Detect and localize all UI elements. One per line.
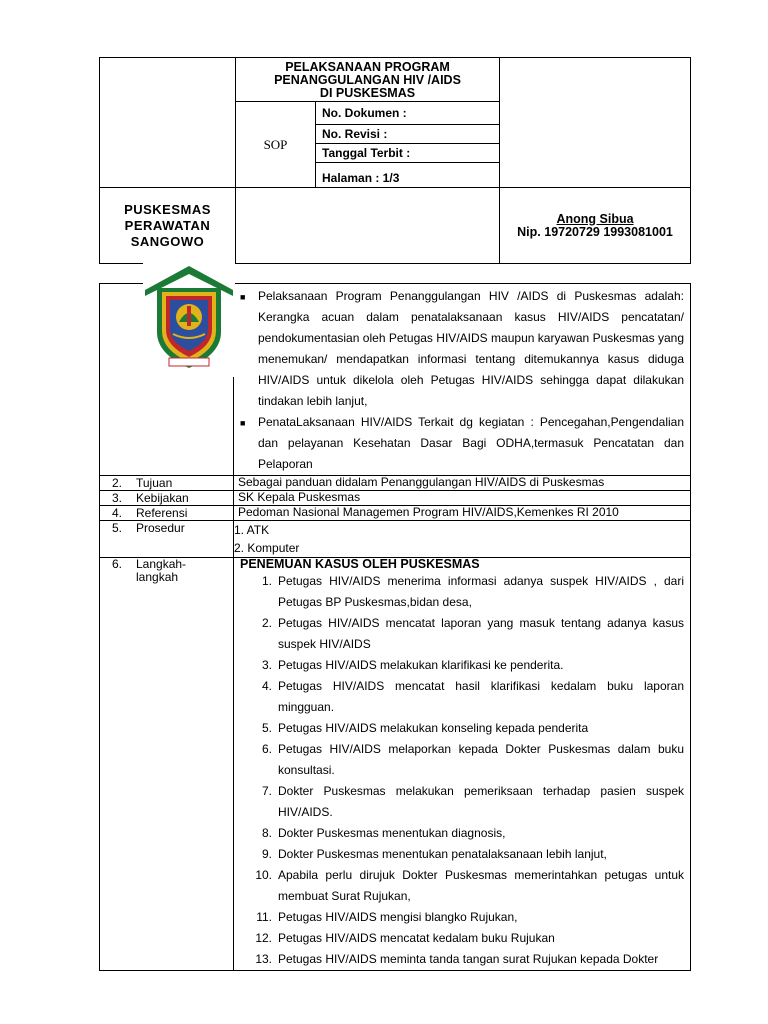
step-text: Dokter Puskesmas menentukan penatalaksanaan lebih lanjut, [278,847,607,861]
langkah-step [261,613,684,655]
emblem-icon [143,262,235,377]
org-line-2: PERAWATAN [124,217,211,233]
org-line-3: SANGOWO [130,233,205,249]
langkah-step [261,739,684,781]
header-right-cell [500,58,691,188]
referensi-label: 4. Referensi [100,506,234,521]
step-number: 3. [261,658,272,672]
org-line-1: PUSKESMAS [124,201,211,217]
step-text: Dokter Puskesmas melakukan pemeriksaan terhadap pasien suspek HIV/AIDS. [278,784,684,819]
step-text: Petugas HIV/AIDS melakukan konseling kepada penderita [278,721,589,735]
kebijakan-label: 3. Kebijakan [100,491,234,506]
langkah-label: 6. Langkah- langkah [100,558,234,971]
signatory-name: Anong Sibua [556,211,634,226]
signatory-nip: Nip. 19720729 1993081001 [517,224,673,239]
langkah-step [255,949,684,970]
langkah-step [261,718,684,739]
section-heading: PENEMUAN KASUS OLEH PUSKESMAS [240,557,480,571]
step-number: 10. [255,868,272,882]
langkah-steps-list [234,571,690,970]
step-text: Petugas HIV/AIDS meminta tanda tangan surat Rujukan kepada Dokter [278,952,659,966]
step-number: 5. [261,721,272,735]
step-text: Dokter Puskesmas menentukan diagnosis, [278,826,506,840]
langkah-step [256,907,684,928]
step-text: Petugas HIV/AIDS mencatat laporan yang masuk tentang adanya kasus suspek HIV/AIDS [278,616,684,651]
title-line-2: PENANGGULANGAN HIV /AIDS [274,73,461,87]
step-text: Petugas HIV/AIDS melakukan klarifikasi ke penderita. [278,658,564,672]
signatory [500,188,691,264]
langkah-step [255,928,684,949]
referensi-value: Pedoman Nasional Managemen Program HIV/AIDS,Kemenkes RI 2010 [234,506,691,521]
langkah-step [255,865,684,907]
step-number: 6. [261,742,272,756]
langkah-step [261,655,684,676]
bullet-square-icon: ■ [240,418,246,428]
tujuan-label: 2. Tujuan [100,476,234,491]
no-revisi: No. Revisi : [316,125,499,144]
step-number: 1. [261,574,272,588]
step-number: 13. [255,952,272,966]
pengertian-content [234,284,691,476]
tujuan-value: Sebagai panduan didalam Penanggulangan HIV/AIDS di Puskesmas [234,476,691,491]
step-number: 8. [261,826,272,840]
prosedur-item-2: 2. Komputer [234,541,300,555]
langkah-step [261,571,684,613]
sop-label: SOP [236,102,316,188]
document-meta [316,102,500,188]
title-line-3: DI PUSKESMAS [319,86,416,100]
prosedur-item-1: 1. ATK [234,523,270,537]
langkah-step [261,676,684,718]
langkah-step [261,781,684,823]
langkah-step [261,823,684,844]
prosedur-value [234,521,691,558]
step-number: 11. [256,910,272,924]
step-text: Petugas HIV/AIDS menerima informasi adanya suspek HIV/AIDS , dari Petugas BP Puskesmas,bidan desa, [278,574,684,609]
step-text: Petugas HIV/AIDS mencatat kedalam buku Rujukan [278,931,555,945]
puskesmas-logo [143,262,235,377]
step-text: Petugas HIV/AIDS melaporkan kepada Dokter Puskesmas dalam buku konsultasi. [278,742,684,777]
prosedur-label: 5. Prosedur [100,521,234,558]
pengertian-bullet-2: ■ PenataLaksanaan HIV/AIDS Terkait dg kegiatan : Pencegahan,Pengendalian dan pelayanan Kesehatan Dasar Bagi ODHA,termasuk Pencatatan dan Pelaporan [234,412,690,475]
kebijakan-value: SK Kepala Puskesmas [234,491,691,506]
organization-name [100,188,236,264]
title-line-1: PELAKSANAAN PROGRAM [285,60,450,74]
sop-body-table [99,283,691,971]
step-text: Petugas HIV/AIDS mengisi blangko Rujukan, [278,910,518,924]
bullet-square-icon: ■ [240,292,246,302]
step-number: 4. [261,679,272,693]
step-number: 2. [261,616,272,630]
pengertian-bullet-1: ■ Pelaksanaan Program Penanggulangan HIV /AIDS di Puskesmas adalah: Kerangka acuan dalam penatalaksanaan kasus HIV/AIDS pencatatan/ pendokumentasian oleh Petugas HIV/AIDS maupun karyawan Puskesmas yang menemukan/ mendapatkan informasi tentang ditemukannya kasus diduga HIV/AIDS untuk dikelola oleh Petugas HIV/AIDS sehingga dapat dilakukan tindakan lebih lanjut, [234,286,690,412]
header-logo-cell [100,58,236,188]
step-text: Apabila perlu dirujuk Dokter Puskesmas memerintahkan petugas untuk membuat Surat Rujukan, [278,868,684,903]
step-number: 12. [255,931,272,945]
tanggal-terbit: Tanggal Terbit : [316,144,499,163]
document-title [236,58,500,102]
halaman: Halaman : 1/3 [322,171,400,185]
langkah-step [261,844,684,865]
step-text: Petugas HIV/AIDS mencatat hasil klarifikasi kedalam buku laporan mingguan. [278,679,684,714]
step-number: 7. [261,784,272,798]
no-dokumen: No. Dokumen : [316,102,499,125]
sop-header-table [99,57,691,264]
header-middle-empty [236,188,500,264]
step-number: 9. [261,847,272,861]
langkah-content [234,558,691,971]
